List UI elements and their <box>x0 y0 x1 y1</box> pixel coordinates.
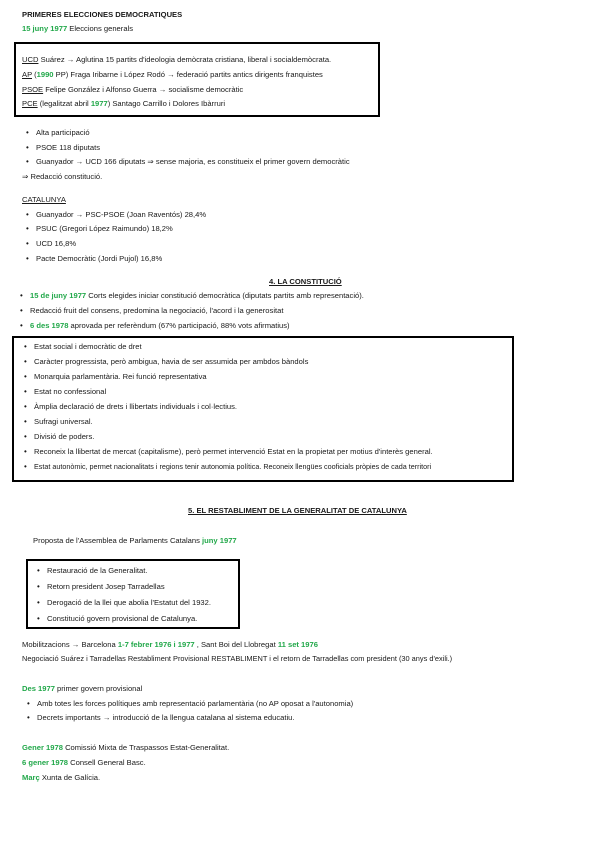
highlight-date: 11 set 1976 <box>277 640 318 649</box>
item-text: Redacció fruit del consens, predomina la negociació, l'acord i la generositat <box>30 306 284 315</box>
party-row-psoe <box>22 85 243 94</box>
highlight-date: Gener 1978 <box>22 743 63 752</box>
highlight-date: Març <box>22 773 40 782</box>
list-item: • Divisió de poders. <box>34 432 94 441</box>
party-abbr: PSOE <box>22 85 44 94</box>
list-item: • Àmplia declaració de drets i llibertats individuals i col·lectius. <box>34 402 237 411</box>
section-title-constitution: 4. LA CONSTITUCIÓ <box>269 277 342 286</box>
highlight-date: 6 des 1978 <box>30 321 69 330</box>
item-text: aprovada per referèndum (67% participació, 88% vots afirmatius) <box>68 321 290 330</box>
list-item: • Pacte Democràtic (Jordi Pujol) 16,8% <box>36 254 162 263</box>
highlight-date: Des 1977 <box>22 684 55 693</box>
negotiation-line: Negociació Suárez i Tarradellas Restabliment Provisional RESTABLIMENT i el retorn de Tarradellas com president (30 anys d'exili.) <box>22 654 453 663</box>
mob-text: , Sant Boi del Llobregat <box>194 640 278 649</box>
list-item: • Guanyador → PSC-PSOE (Joan Raventós) 28,4% <box>36 210 206 219</box>
highlight-date: juny 1977 <box>202 536 237 545</box>
des-text: primer govern provisional <box>54 684 143 693</box>
list-item: • Retorn president Josep Tarradellas <box>47 582 165 591</box>
party-desc: Felipe González i Alfonso Guerra → socialisme democràtic <box>43 85 244 94</box>
party-pre: (legalitzat abril <box>37 99 91 108</box>
highlight-date: 1-7 febrer 1976 i 1977 <box>117 640 195 649</box>
proposal-text: Proposta de l'Assemblea de Parlaments Catalans <box>33 536 203 545</box>
catalunya-title: CATALUNYA <box>22 195 66 204</box>
party-year: 1990 <box>36 70 54 79</box>
party-year: 1977 <box>90 99 108 108</box>
section-title-generalitat: 5. EL RESTABLIMENT DE LA GENERALITAT DE CATALUNYA <box>188 506 407 515</box>
list-item: • UCD 16,8% <box>36 239 76 248</box>
list-item: • Constitució govern provisional de Catalunya. <box>47 614 197 623</box>
party-desc: ) Santago Carrillo i Dolores Ibàrruri <box>107 99 226 108</box>
final-text: Comissió Mixta de Traspassos Estat-Generalitat. <box>62 743 230 752</box>
elections-date-line <box>22 24 133 33</box>
list-item: • Restauració de la Generalitat. <box>47 566 147 575</box>
list-item: • Guanyador → UCD 166 diputats ⇒ sense majoria, es constitueix el primer govern democràtic <box>36 157 350 166</box>
list-item <box>30 321 290 330</box>
highlight-date: 15 de juny 1977 <box>30 291 87 300</box>
party-row-ucd <box>22 55 331 64</box>
mob-text: Mobilitzacions → Barcelona <box>22 640 118 649</box>
list-item: • Amb totes les forces polítiques amb representació parlamentària (no AP oposat a l'autonomia) <box>37 699 353 708</box>
party-desc: Suárez → Aglutina 15 partits d'ideologia demòcrata cristiana, liberal i socialdemòcrata. <box>38 55 332 64</box>
section-title-elections: PRIMERES ELECCIONES DEMOCRATIQUES <box>22 10 183 19</box>
list-item: • Estat social i democràtic de dret <box>34 342 142 351</box>
party-row-ap <box>22 70 323 79</box>
list-item: • Monarquia parlamentària. Rei funció representativa <box>34 372 207 381</box>
final-text: Consell General Basc. <box>68 758 146 767</box>
list-item: • Estat autonòmic, permet nacionalitats i regions tenir autonomia política. Reconeix llengües cooficials pròpies de cada territori <box>34 462 431 471</box>
list-item: • PSOE 118 diputats <box>36 143 100 152</box>
party-row-pce <box>22 99 225 108</box>
elections-date-rest: Eleccions generals <box>67 24 134 33</box>
proposal-line <box>33 536 237 545</box>
list-item: • Alta participació <box>36 128 90 137</box>
list-item <box>30 306 283 315</box>
list-item: • Derogació de la llei que abolia l'Estatut del 1932. <box>47 598 211 607</box>
party-abbr: UCD <box>22 55 39 64</box>
final-line-1 <box>22 743 229 752</box>
final-text: Xunta de Galícia. <box>39 773 101 782</box>
mobilizations-line <box>22 640 318 649</box>
final-line-2 <box>22 758 146 767</box>
party-abbr: PCE <box>22 99 38 108</box>
party-abbr: AP <box>22 70 32 79</box>
list-item: • Caràcter progressista, però ambigua, havia de ser assumida per ambdos bàndols <box>34 357 308 366</box>
arrow-line: ⇒ Redacció constitució. <box>22 172 103 181</box>
party-desc: PP) Fraga Iribarne i López Rodó → federació partits antics dirigents franquistes <box>53 70 323 79</box>
elections-date: 15 juny 1977 <box>22 24 68 33</box>
list-item: • Estat no confessional <box>34 387 106 396</box>
party-pre: ( <box>32 70 37 79</box>
highlight-date: 6 gener 1978 <box>22 758 69 767</box>
list-item <box>30 291 364 300</box>
list-item: • Sufragi universal. <box>34 417 93 426</box>
list-item: • PSUC (Gregori López Raimundo) 18,2% <box>36 224 173 233</box>
list-item: • Reconeix la llibertat de mercat (capitalisme), però permet intervenció Estat en la propietat per motius d'interès general. <box>34 447 433 456</box>
final-line-3 <box>22 773 100 782</box>
list-item: • Decrets importants → introducció de la llengua catalana al sistema educatiu. <box>37 713 294 722</box>
des-1977-line <box>22 684 142 693</box>
item-text: Corts elegides iniciar constitució democràtica (diputats partits amb representació). <box>86 291 364 300</box>
